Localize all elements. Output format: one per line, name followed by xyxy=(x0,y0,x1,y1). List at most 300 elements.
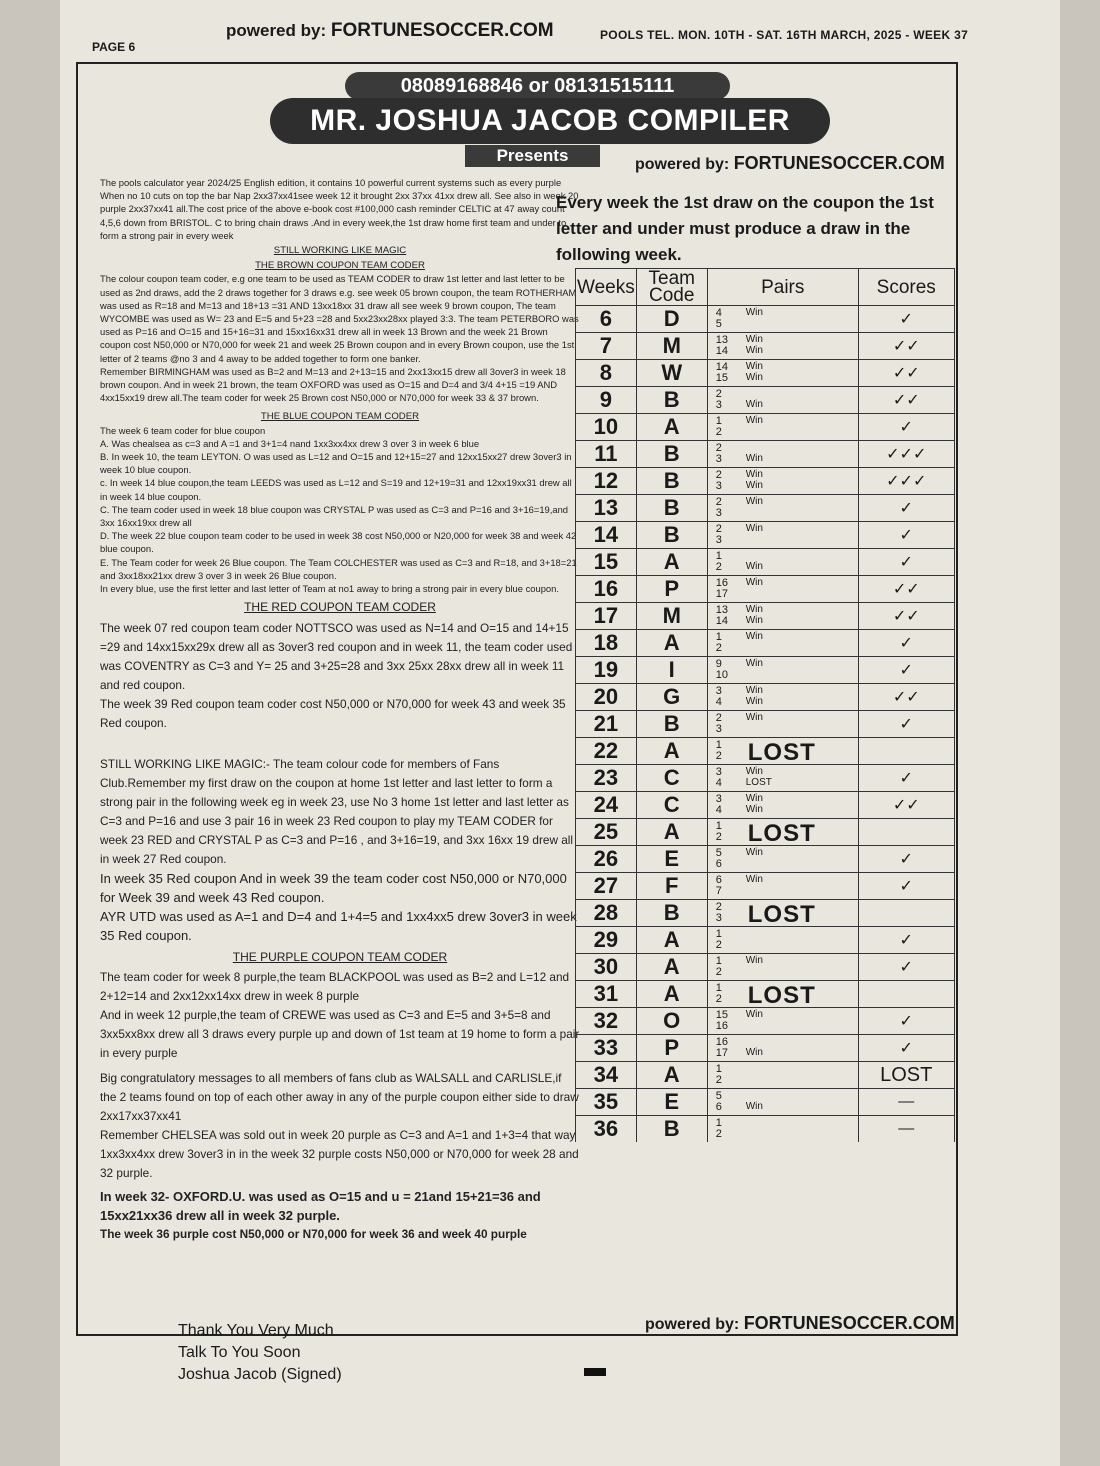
pairs-cell xyxy=(707,900,858,927)
pair-number-bottom: 3 xyxy=(715,534,722,546)
team-code-cell: A xyxy=(636,738,707,765)
pairs-cell xyxy=(707,684,858,711)
score-cell: LOST xyxy=(858,1062,954,1089)
pairs-cell xyxy=(707,711,858,738)
pair-number-top: 13 xyxy=(715,604,728,616)
section-heading: THE PURPLE COUPON TEAM CODER xyxy=(232,949,448,964)
team-code-cell: B xyxy=(636,441,707,468)
pair-number-bottom: 16 xyxy=(715,1020,728,1032)
team-code-cell: I xyxy=(636,657,707,684)
team-code-cell: M xyxy=(636,603,707,630)
score-cell: ✓✓ xyxy=(858,603,954,630)
week-cell: 29 xyxy=(576,927,637,954)
win-label-bottom: Win xyxy=(745,480,763,491)
week-cell: 31 xyxy=(576,981,637,1008)
powered-prefix: powered by: xyxy=(645,1316,740,1333)
win-label-top: Win xyxy=(745,847,763,858)
page-number: PAGE 6 xyxy=(92,40,136,54)
pair-number-top: 4 xyxy=(715,307,722,319)
pair-number-bottom: 2 xyxy=(715,561,722,573)
pairs-cell xyxy=(707,549,858,576)
week-cell: 14 xyxy=(576,522,637,549)
header-weeks: Weeks xyxy=(576,269,637,306)
week-cell: 23 xyxy=(576,765,637,792)
pair-number-bottom: 17 xyxy=(715,588,728,600)
pairs-cell xyxy=(707,846,858,873)
team-code-cell: F xyxy=(636,873,707,900)
score-cell: ✓ xyxy=(858,630,954,657)
week-cell: 21 xyxy=(576,711,637,738)
paragraph: The week 6 team coder for blue coupon xyxy=(100,424,266,436)
win-label-top: Win xyxy=(745,766,763,777)
paragraph: B. In week 10, the team LEYTON. O was used as L=12 and O=15 and 12+15=27 and 12xx15xx27 drew 3over3 in week 10 blue coupon. xyxy=(100,451,572,476)
win-label-top: Win xyxy=(745,793,763,804)
pair-number-top: 5 xyxy=(715,1090,722,1102)
table-row xyxy=(576,1116,955,1143)
team-code-cell: A xyxy=(636,1062,707,1089)
win-label-top: Win xyxy=(745,685,763,696)
team-code-cell: B xyxy=(636,711,707,738)
pair-number-bottom: 3 xyxy=(715,507,722,519)
pairs-cell xyxy=(707,306,858,333)
pair-number-bottom: 2 xyxy=(715,966,722,978)
win-label-bottom: Win xyxy=(745,1101,763,1112)
win-label-top: Win xyxy=(745,955,763,966)
pair-number-bottom: 2 xyxy=(715,939,722,951)
score-cell: ✓ xyxy=(858,522,954,549)
table-row xyxy=(576,684,955,711)
team-code-cell: D xyxy=(636,306,707,333)
pair-number-bottom: 2 xyxy=(715,993,722,1005)
score-cell: ✓ xyxy=(858,1035,954,1062)
powered-prefix: powered by: xyxy=(635,156,730,173)
score-cell: ✓ xyxy=(858,927,954,954)
week-cell: 24 xyxy=(576,792,637,819)
win-label-top: Win xyxy=(745,361,763,372)
pair-number-top: 1 xyxy=(715,928,722,940)
score-cell: ✓ xyxy=(858,495,954,522)
win-label-bottom: Win xyxy=(745,615,763,626)
pair-number-top: 16 xyxy=(715,1036,728,1048)
paragraph: The week 39 Red coupon team coder cost N50,000 or N70,000 for week 43 and week 35 Red coupon. xyxy=(100,696,566,730)
pairs-cell xyxy=(707,954,858,981)
win-label-top: Win xyxy=(745,1009,763,1020)
week-cell: 13 xyxy=(576,495,637,522)
score-cell: ✓✓ xyxy=(858,333,954,360)
pairs-cell xyxy=(707,1008,858,1035)
score-cell: ✓ xyxy=(858,549,954,576)
pairs-cell xyxy=(707,765,858,792)
header-scores: Scores xyxy=(858,269,954,306)
pairs-cell xyxy=(707,441,858,468)
pairs-cell xyxy=(707,333,858,360)
team-code-cell: P xyxy=(636,1035,707,1062)
paragraph: Remember CHELSEA was sold out in week 20 purple as C=3 and A=1 and 1+3=4 that way 1xx3xx4xx drew 3over3 in in the week 32 purple costs N50,000 or N70,000 for week 28 and 32 purple. xyxy=(100,1127,579,1180)
score-cell xyxy=(858,900,954,927)
team-code-cell: E xyxy=(636,1089,707,1116)
team-code-cell: C xyxy=(636,765,707,792)
pair-number-top: 1 xyxy=(715,955,722,967)
pairs-cell xyxy=(707,360,858,387)
week-cell: 28 xyxy=(576,900,637,927)
paragraph: Big congratulatory messages to all members of fans club as WALSALL and CARLISLE,if the 2 teams found on top of each other away in any of the purple coupon either side to draw 2xx17xx37xx41 xyxy=(100,1070,579,1123)
win-label-bottom: LOST xyxy=(745,777,772,788)
score-cell: ✓ xyxy=(858,954,954,981)
pair-number-top: 3 xyxy=(715,766,722,778)
powered-prefix: powered by: xyxy=(226,21,327,40)
table-row xyxy=(576,387,955,414)
header-pairs: Pairs xyxy=(707,269,858,306)
pair-number-bottom: 4 xyxy=(715,696,722,708)
lost-label: LOST xyxy=(747,901,816,928)
pairs-cell xyxy=(707,1089,858,1116)
week-cell: 20 xyxy=(576,684,637,711)
pair-number-bottom: 14 xyxy=(715,345,728,357)
pair-number-top: 2 xyxy=(715,442,722,454)
win-label-top: Win xyxy=(745,658,763,669)
team-code-cell: B xyxy=(636,468,707,495)
score-cell: ✓ xyxy=(858,846,954,873)
powered-by-middle xyxy=(635,153,945,174)
win-label-top: Win xyxy=(745,874,763,885)
table-row xyxy=(576,522,955,549)
table-row xyxy=(576,819,955,846)
score-cell xyxy=(858,819,954,846)
team-code-cell: B xyxy=(636,522,707,549)
pair-number-top: 3 xyxy=(715,685,722,697)
powered-site: FORTUNESOCCER.COM xyxy=(733,153,945,173)
newspaper-page xyxy=(60,0,1060,1466)
section-heading: THE BROWN COUPON TEAM CODER xyxy=(255,260,425,272)
paragraph: C. The team coder used in week 18 blue coupon was CRYSTAL P was used as C=3 and P=16 and 3+16=19,and 3xx 16xx19xx drew all xyxy=(100,503,569,529)
pair-number-bottom: 6 xyxy=(715,1101,722,1113)
win-label-bottom: Win xyxy=(745,453,763,464)
pair-number-top: 6 xyxy=(715,874,722,886)
week-cell: 27 xyxy=(576,873,637,900)
paragraph: The week 07 red coupon team coder NOTTSCO was used as N=14 and O=15 and 14+15 =29 and 14xx15xx29x drew all as 3over3 red coupon and in week 11, the team coder used was COVENTRY as C=3 and Y= 25 and 3+25=28 and 3xx 25xx 28xx drew all in week 11 and red coupon. xyxy=(100,620,573,692)
pair-number-bottom: 15 xyxy=(715,372,728,384)
week-cell: 25 xyxy=(576,819,637,846)
paragraph: In every blue, use the first letter and last letter of Team at no1 away to bring a strong pair in every blue coupon. xyxy=(100,583,559,595)
win-label-top: Win xyxy=(745,712,763,723)
score-cell: ✓ xyxy=(858,711,954,738)
week-cell: 8 xyxy=(576,360,637,387)
table-row xyxy=(576,765,955,792)
section-heading: STILL WORKING LIKE MAGIC xyxy=(273,245,407,257)
win-label-top: Win xyxy=(745,334,763,345)
win-label-top: Win xyxy=(745,631,763,642)
pairs-cell xyxy=(707,495,858,522)
team-code-cell: B xyxy=(636,387,707,414)
pair-number-bottom: 4 xyxy=(715,777,722,789)
week-cell: 30 xyxy=(576,954,637,981)
score-cell: ✓✓ xyxy=(858,387,954,414)
team-code-cell: A xyxy=(636,549,707,576)
team-code-cell: G xyxy=(636,684,707,711)
win-label-bottom: Win xyxy=(745,561,763,572)
results-table xyxy=(575,268,955,1142)
paragraph: c. In week 14 blue coupon,the team LEEDS was used as L=12 and S=19 and 12+19=31 and 12xx19xx31 drew all in week 14 blue coupon. xyxy=(100,477,572,502)
team-code-cell: O xyxy=(636,1008,707,1035)
presents-banner: Presents xyxy=(465,145,600,167)
phone-banner: 08089168846 or 08131515111 xyxy=(345,72,730,100)
pairs-cell xyxy=(707,738,858,765)
win-label-bottom: Win xyxy=(745,696,763,707)
score-cell: ✓✓✓ xyxy=(858,468,954,495)
pair-number-top: 1 xyxy=(715,1063,722,1075)
section-heading: THE RED COUPON TEAM CODER xyxy=(244,600,436,615)
table-row xyxy=(576,1089,955,1116)
paragraph: And in week 12 purple,the team of CREWE was used as C=3 and E=5 and 3+5=8 and 3xx5xx8xx drew all 3 draws every purple up and down of 1st team at 19 home to form a pair in every purple xyxy=(100,1007,580,1060)
paragraph: E. The Team coder for week 26 Blue coupon. The Team COLCHESTER was used as C=3 and R=18, and 3+18=21 and 3xx18xx21xx drew 3 over 3 in week 26 Blue coupon. xyxy=(100,556,577,581)
win-label-top: Win xyxy=(745,415,763,426)
week-cell: 26 xyxy=(576,846,637,873)
score-cell: ✓✓ xyxy=(858,360,954,387)
team-code-cell: M xyxy=(636,333,707,360)
table-row xyxy=(576,495,955,522)
win-label-bottom: Win xyxy=(745,804,763,815)
table-row xyxy=(576,900,955,927)
pair-number-bottom: 17 xyxy=(715,1047,728,1059)
pair-number-top: 16 xyxy=(715,577,728,589)
pairs-cell xyxy=(707,1116,858,1143)
table-header-row xyxy=(576,269,955,306)
pair-number-bottom: 3 xyxy=(715,912,722,924)
week-cell: 18 xyxy=(576,630,637,657)
pairs-cell xyxy=(707,927,858,954)
pair-number-bottom: 7 xyxy=(715,885,722,897)
pair-number-top: 9 xyxy=(715,658,722,670)
score-cell: ✓✓✓ xyxy=(858,441,954,468)
score-cell xyxy=(858,981,954,1008)
table-row xyxy=(576,1062,955,1089)
pair-number-bottom: 14 xyxy=(715,615,728,627)
score-cell: ✓ xyxy=(858,1008,954,1035)
pair-number-bottom: 2 xyxy=(715,1128,722,1140)
pair-number-bottom: 3 xyxy=(715,399,722,411)
win-label-top: Win xyxy=(745,577,763,588)
pair-number-bottom: 3 xyxy=(715,453,722,465)
team-code-cell: A xyxy=(636,414,707,441)
lost-label: LOST xyxy=(747,739,816,766)
win-label-bottom: Win xyxy=(745,1047,763,1058)
powered-site: FORTUNESOCCER.COM xyxy=(330,20,554,41)
table-row xyxy=(576,414,955,441)
week-cell: 11 xyxy=(576,441,637,468)
table-row xyxy=(576,738,955,765)
pair-number-top: 14 xyxy=(715,361,728,373)
pair-number-top: 2 xyxy=(715,523,722,535)
table-row xyxy=(576,1008,955,1035)
pairs-cell xyxy=(707,1062,858,1089)
score-cell: ✓✓ xyxy=(858,792,954,819)
pair-number-top: 5 xyxy=(715,847,722,859)
pair-number-top: 1 xyxy=(715,820,722,832)
powered-site: FORTUNESOCCER.COM xyxy=(743,1313,955,1333)
table-row xyxy=(576,846,955,873)
win-label-top: Win xyxy=(745,523,763,534)
week-cell: 36 xyxy=(576,1116,637,1143)
pair-number-top: 2 xyxy=(715,388,722,400)
table-row xyxy=(576,630,955,657)
pools-tel-header: POOLS TEL. MON. 10TH - SAT. 16TH MARCH, 2025 - WEEK 37 xyxy=(600,28,969,42)
table-row xyxy=(576,468,955,495)
paragraph: The colour coupon team coder, e.g one team to be used as TEAM CODER to draw 1st letter and last letter to be used as 2nd draws, add the 2 draws together for 3 draws e.g. see week 05 brown coupon, the team ROTHERHAM was used as R=18 and M=13 and 18+13 =31 AND 13xx18xx 31 draw all see week 9 brown coupon, The team WYCOMBE was used as W= 23 and E=5 and 5+23 =28 and 5xx23xx28xx played 3:3. The team PETERBORO was used as P=16 and O=15 and 15+16=31 and 15xx16xx31 drew all in week 13 Brown and the week 21 Brown coupon cost N50,000 or N70,000 for week 21 and week 25 Brown coupon and in every Brown coupon, use the 1st letter of 2 teams @no 3 and 4 away to be added together to form one banker. xyxy=(100,273,579,364)
paragraph: In week 35 Red coupon And in week 39 the team coder cost N50,000 or N70,000 for Week 39 and week 43 Red coupon. xyxy=(100,870,567,905)
pair-number-bottom: 3 xyxy=(715,480,722,492)
week-cell: 9 xyxy=(576,387,637,414)
table-row xyxy=(576,549,955,576)
week-cell: 10 xyxy=(576,414,637,441)
team-code-cell: A xyxy=(636,630,707,657)
paragraph: STILL WORKING LIKE MAGIC:- The team colour code for members of Fans Club.Remember my first draw on the coupon at home 1st letter and last letter to form a strong pair in the following week eg in week 23, use No 3 home 1st letter and last letter as C=3 and P=16 and use 3 pair 16 in week 23 Red coupon to play my TEAM CODER for week 23 RED and CRYSTAL P as C=3 and P=16 , and 3+16=19, and 3xx 16xx 19 drew all in week 27 Red coupon. xyxy=(100,756,574,866)
pair-number-bottom: 6 xyxy=(715,858,722,870)
pairs-cell xyxy=(707,657,858,684)
team-code-cell: A xyxy=(636,981,707,1008)
week-cell: 7 xyxy=(576,333,637,360)
team-code-cell: A xyxy=(636,927,707,954)
intro-statement: Every week the 1st draw on the coupon the 1st letter and under must produce a draw in the following week. xyxy=(556,193,934,264)
pairs-cell xyxy=(707,1035,858,1062)
table-row xyxy=(576,954,955,981)
table-row xyxy=(576,1035,955,1062)
pairs-cell xyxy=(707,630,858,657)
pair-number-top: 2 xyxy=(715,496,722,508)
lost-label: LOST xyxy=(747,982,816,1009)
score-cell xyxy=(858,738,954,765)
week-cell: 19 xyxy=(576,657,637,684)
table-body xyxy=(576,306,955,1143)
win-label-top: Win xyxy=(745,307,763,318)
pair-number-top: 13 xyxy=(715,334,728,346)
win-label-bottom: Win xyxy=(745,399,763,410)
pair-number-top: 1 xyxy=(715,982,722,994)
pair-number-top: 2 xyxy=(715,712,722,724)
team-code-cell: C xyxy=(636,792,707,819)
signoff-line: Joshua Jacob (Signed) xyxy=(178,1366,342,1383)
pair-number-top: 1 xyxy=(715,739,722,751)
week-cell: 16 xyxy=(576,576,637,603)
pair-number-top: 15 xyxy=(715,1009,728,1021)
week-cell: 33 xyxy=(576,1035,637,1062)
score-cell: ✓✓ xyxy=(858,576,954,603)
pairs-cell xyxy=(707,576,858,603)
pair-number-top: 3 xyxy=(715,793,722,805)
paragraph: The week 36 purple cost N50,000 or N70,000 for week 36 and week 40 purple xyxy=(100,1226,527,1241)
pair-number-bottom: 2 xyxy=(715,750,722,762)
signoff-line: Thank You Very Much xyxy=(178,1322,334,1339)
pairs-cell xyxy=(707,873,858,900)
pair-number-bottom: 3 xyxy=(715,723,722,735)
score-cell: — xyxy=(858,1089,954,1116)
pairs-cell xyxy=(707,522,858,549)
pairs-cell xyxy=(707,792,858,819)
week-cell: 15 xyxy=(576,549,637,576)
pair-number-bottom: 4 xyxy=(715,804,722,816)
signoff xyxy=(178,1320,342,1386)
team-code-cell: B xyxy=(636,900,707,927)
paragraph: In week 32- OXFORD.U. was used as O=15 and u = 21and 15+21=36 and 15xx21xx36 drew all in week 32 purple. xyxy=(100,1188,541,1223)
pair-number-bottom: 2 xyxy=(715,831,722,843)
week-cell: 22 xyxy=(576,738,637,765)
pair-number-bottom: 5 xyxy=(715,318,722,330)
win-label-bottom: Win xyxy=(745,345,763,356)
score-cell: ✓ xyxy=(858,657,954,684)
team-code-cell: B xyxy=(636,495,707,522)
team-code-cell: W xyxy=(636,360,707,387)
compiler-banner: MR. JOSHUA JACOB COMPILER xyxy=(270,98,830,144)
score-cell: — xyxy=(858,1116,954,1143)
pair-number-bottom: 2 xyxy=(715,1074,722,1086)
pair-number-top: 1 xyxy=(715,550,722,562)
week-cell: 34 xyxy=(576,1062,637,1089)
table-row xyxy=(576,792,955,819)
score-cell: ✓✓ xyxy=(858,684,954,711)
table-row xyxy=(576,306,955,333)
pairs-cell xyxy=(707,603,858,630)
header-team-code: Team Code xyxy=(636,269,707,306)
table-row xyxy=(576,360,955,387)
table-row xyxy=(576,927,955,954)
paragraph: A. Was chealsea as c=3 and A =1 and 3+1=4 nand 1xx3xx4xx drew 3 over 3 in week 6 blue xyxy=(100,437,480,449)
pair-number-top: 2 xyxy=(715,469,722,481)
team-code-cell: E xyxy=(636,846,707,873)
week-cell: 6 xyxy=(576,306,637,333)
score-cell: ✓ xyxy=(858,873,954,900)
table-row xyxy=(576,333,955,360)
pair-number-top: 1 xyxy=(715,1117,722,1129)
score-cell: ✓ xyxy=(858,306,954,333)
win-label-top: Win xyxy=(745,496,763,507)
pair-number-top: 1 xyxy=(715,415,722,427)
powered-by-bottom xyxy=(645,1313,955,1334)
paragraph: AYR UTD was used as A=1 and D=4 and 1+4=5 and 1xx4xx5 drew 3over3 in week 35 Red coupon. xyxy=(100,908,577,943)
week-cell: 17 xyxy=(576,603,637,630)
paragraph: The team coder for week 8 purple,the team BLACKPOOL was used as B=2 and L=12 and 2+12=14 and 2xx12xx14xx drew in week 8 purple xyxy=(100,969,570,1003)
team-code-cell: B xyxy=(636,1116,707,1143)
table-row xyxy=(576,873,955,900)
pair-number-top: 2 xyxy=(715,901,722,913)
week-cell: 32 xyxy=(576,1008,637,1035)
pair-number-bottom: 2 xyxy=(715,642,722,654)
score-cell: ✓ xyxy=(858,414,954,441)
pair-number-top: 1 xyxy=(715,631,722,643)
paragraph: Remember BIRMINGHAM was used as B=2 and M=13 and 2+13=15 and 2xx13xx15 drew all 3over3 in week 18 brown coupon. And in week 21 brown, the team OXFORD was used as O=15 and D=4 and 3/4 4+15 =19 AND 4xx15xx19 drew all.The team coder for week 25 Brown cost N50,000 or N70,000 for week 33 & 37 brown. xyxy=(100,365,566,404)
table-row xyxy=(576,576,955,603)
week-cell: 12 xyxy=(576,468,637,495)
score-cell: ✓ xyxy=(858,765,954,792)
team-code-cell: A xyxy=(636,954,707,981)
pairs-cell xyxy=(707,387,858,414)
team-code-cell: P xyxy=(636,576,707,603)
win-label-top: Win xyxy=(745,469,763,480)
paragraph: The pools calculator year 2024/25 English edition, it contains 10 powerful current systems such as every purple When no 10 cuts on top the bar Nap 2xx37xx41see week 12 it brought 2xx 37xx 41xx drew all. See also in week 20 purple 2xx37xx41 all.The cost price of the above e-book cost #100,000 cash reminder CELTIC at 47 away count 4,5,6 down from BRISTOL. C to bring chain draws .And in every week,the 1st draw home first team and under to form a strong pair in every week xyxy=(100,177,579,241)
signoff-line: Talk To You Soon xyxy=(178,1344,301,1361)
table-row xyxy=(576,657,955,684)
table-row xyxy=(576,603,955,630)
powered-by-top xyxy=(226,20,554,42)
lost-label: LOST xyxy=(747,820,816,847)
left-column-text xyxy=(100,176,580,1244)
week-cell: 35 xyxy=(576,1089,637,1116)
table-row xyxy=(576,981,955,1008)
pairs-cell xyxy=(707,414,858,441)
win-label-top: Win xyxy=(745,604,763,615)
paragraph: D. The week 22 blue coupon team coder to be used in week 38 cost N50,000 or N20,000 for week 38 and week 42 blue coupon. xyxy=(100,530,577,555)
section-heading: THE BLUE COUPON TEAM CODER xyxy=(260,411,420,423)
table-row xyxy=(576,441,955,468)
team-code-cell: A xyxy=(636,819,707,846)
